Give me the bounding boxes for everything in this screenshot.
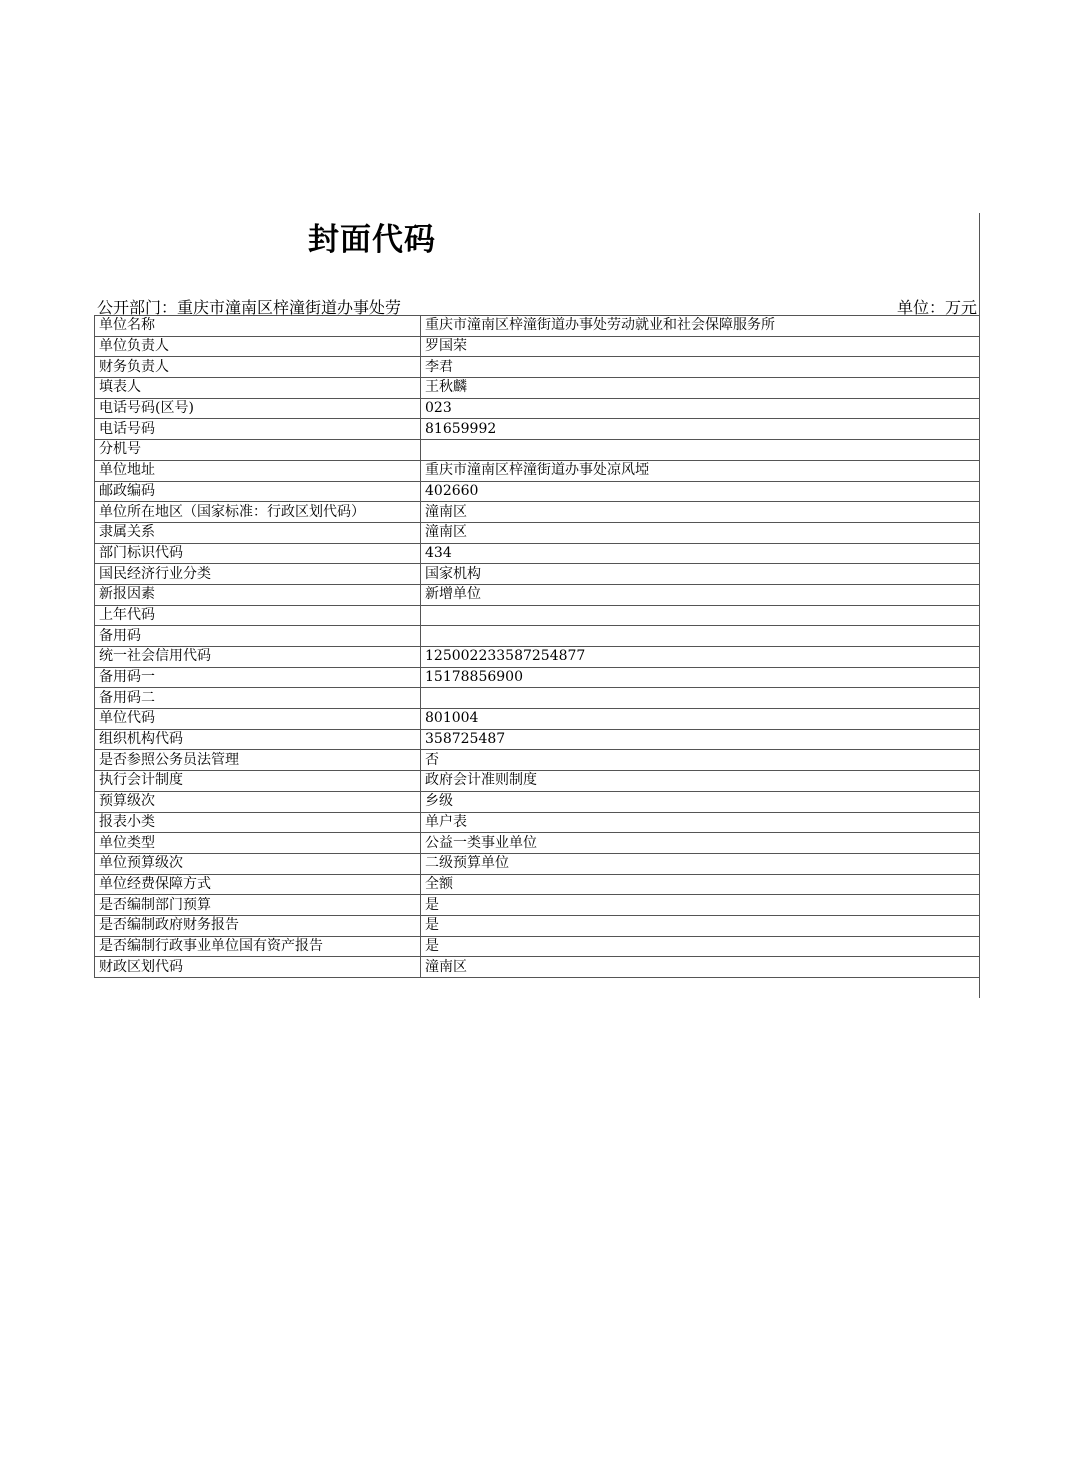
table-row	[95, 895, 980, 916]
row-label: 分机号	[95, 440, 421, 461]
table-row	[95, 502, 980, 523]
row-value: 潼南区	[421, 522, 980, 543]
table-row	[95, 564, 980, 585]
row-value: 023	[421, 398, 980, 419]
table-row	[95, 481, 980, 502]
row-value: 402660	[421, 481, 980, 502]
row-value: 重庆市潼南区梓潼街道办事处凉风埡	[421, 460, 980, 481]
cover-code-table	[94, 315, 980, 978]
row-label: 单位地址	[95, 460, 421, 481]
row-value: 王秋麟	[421, 378, 980, 399]
row-value: 15178856900	[421, 667, 980, 688]
table-row	[95, 584, 980, 605]
row-label: 财务负责人	[95, 357, 421, 378]
row-label: 报表小类	[95, 812, 421, 833]
table-row	[95, 647, 980, 668]
row-value: 否	[421, 750, 980, 771]
row-label: 是否编制部门预算	[95, 895, 421, 916]
row-value	[421, 605, 980, 626]
row-label: 备用码二	[95, 688, 421, 709]
row-label: 是否编制行政事业单位国有资产报告	[95, 936, 421, 957]
row-label: 财政区划代码	[95, 957, 421, 978]
row-label: 新报因素	[95, 584, 421, 605]
row-value: 乡级	[421, 791, 980, 812]
row-value: 125002233587254877	[421, 647, 980, 668]
unit-label: 单位：万元	[896, 298, 977, 317]
table-row	[95, 667, 980, 688]
table-row	[95, 316, 980, 337]
row-value: 全额	[421, 874, 980, 895]
table-row	[95, 626, 980, 647]
table-row	[95, 853, 980, 874]
row-label: 国民经济行业分类	[95, 564, 421, 585]
row-label: 单位负责人	[95, 336, 421, 357]
row-label: 单位经费保障方式	[95, 874, 421, 895]
row-value	[421, 440, 980, 461]
row-label: 组织机构代码	[95, 729, 421, 750]
row-value: 政府会计准则制度	[421, 771, 980, 792]
row-label: 电话号码(区号)	[95, 398, 421, 419]
table-row	[95, 688, 980, 709]
row-label: 单位名称	[95, 316, 421, 337]
row-value	[421, 626, 980, 647]
row-label: 是否编制政府财务报告	[95, 915, 421, 936]
row-label: 邮政编码	[95, 481, 421, 502]
table-row	[95, 957, 980, 978]
table-row	[95, 605, 980, 626]
table-row	[95, 440, 980, 461]
table-row	[95, 460, 980, 481]
row-label: 部门标识代码	[95, 543, 421, 564]
row-value: 是	[421, 895, 980, 916]
row-value: 李君	[421, 357, 980, 378]
row-label: 预算级次	[95, 791, 421, 812]
table-row	[95, 709, 980, 730]
table-row	[95, 812, 980, 833]
row-label: 执行会计制度	[95, 771, 421, 792]
table-row	[95, 791, 980, 812]
row-value: 罗国荣	[421, 336, 980, 357]
row-value	[421, 688, 980, 709]
row-label: 单位所在地区（国家标准：行政区划代码）	[95, 502, 421, 523]
row-label: 是否参照公务员法管理	[95, 750, 421, 771]
row-value: 358725487	[421, 729, 980, 750]
table-body	[95, 316, 980, 978]
row-value: 是	[421, 915, 980, 936]
row-value: 81659992	[421, 419, 980, 440]
page-title: 封面代码	[308, 222, 436, 258]
table-row	[95, 936, 980, 957]
department-label: 公开部门：重庆市潼南区梓潼街道办事处劳	[97, 298, 402, 317]
table-row	[95, 419, 980, 440]
table-row	[95, 378, 980, 399]
table-row	[95, 750, 980, 771]
row-value: 重庆市潼南区梓潼街道办事处劳动就业和社会保障服务所	[421, 316, 980, 337]
row-label: 单位代码	[95, 709, 421, 730]
row-label: 单位预算级次	[95, 853, 421, 874]
table-row	[95, 357, 980, 378]
row-label: 统一社会信用代码	[95, 647, 421, 668]
table-row	[95, 398, 980, 419]
row-value: 单户表	[421, 812, 980, 833]
table-row	[95, 729, 980, 750]
table-row	[95, 874, 980, 895]
row-value: 潼南区	[421, 957, 980, 978]
row-value: 潼南区	[421, 502, 980, 523]
table-row	[95, 543, 980, 564]
row-label: 上年代码	[95, 605, 421, 626]
table-row	[95, 915, 980, 936]
row-label: 电话号码	[95, 419, 421, 440]
row-value: 公益一类事业单位	[421, 833, 980, 854]
row-label: 备用码一	[95, 667, 421, 688]
table-row	[95, 771, 980, 792]
row-label: 隶属关系	[95, 522, 421, 543]
row-value: 801004	[421, 709, 980, 730]
row-label: 备用码	[95, 626, 421, 647]
table-row	[95, 833, 980, 854]
row-label: 填表人	[95, 378, 421, 399]
row-value: 国家机构	[421, 564, 980, 585]
table-row	[95, 522, 980, 543]
row-value: 是	[421, 936, 980, 957]
row-value: 新增单位	[421, 584, 980, 605]
row-value: 434	[421, 543, 980, 564]
row-label: 单位类型	[95, 833, 421, 854]
table-row	[95, 336, 980, 357]
row-value: 二级预算单位	[421, 853, 980, 874]
